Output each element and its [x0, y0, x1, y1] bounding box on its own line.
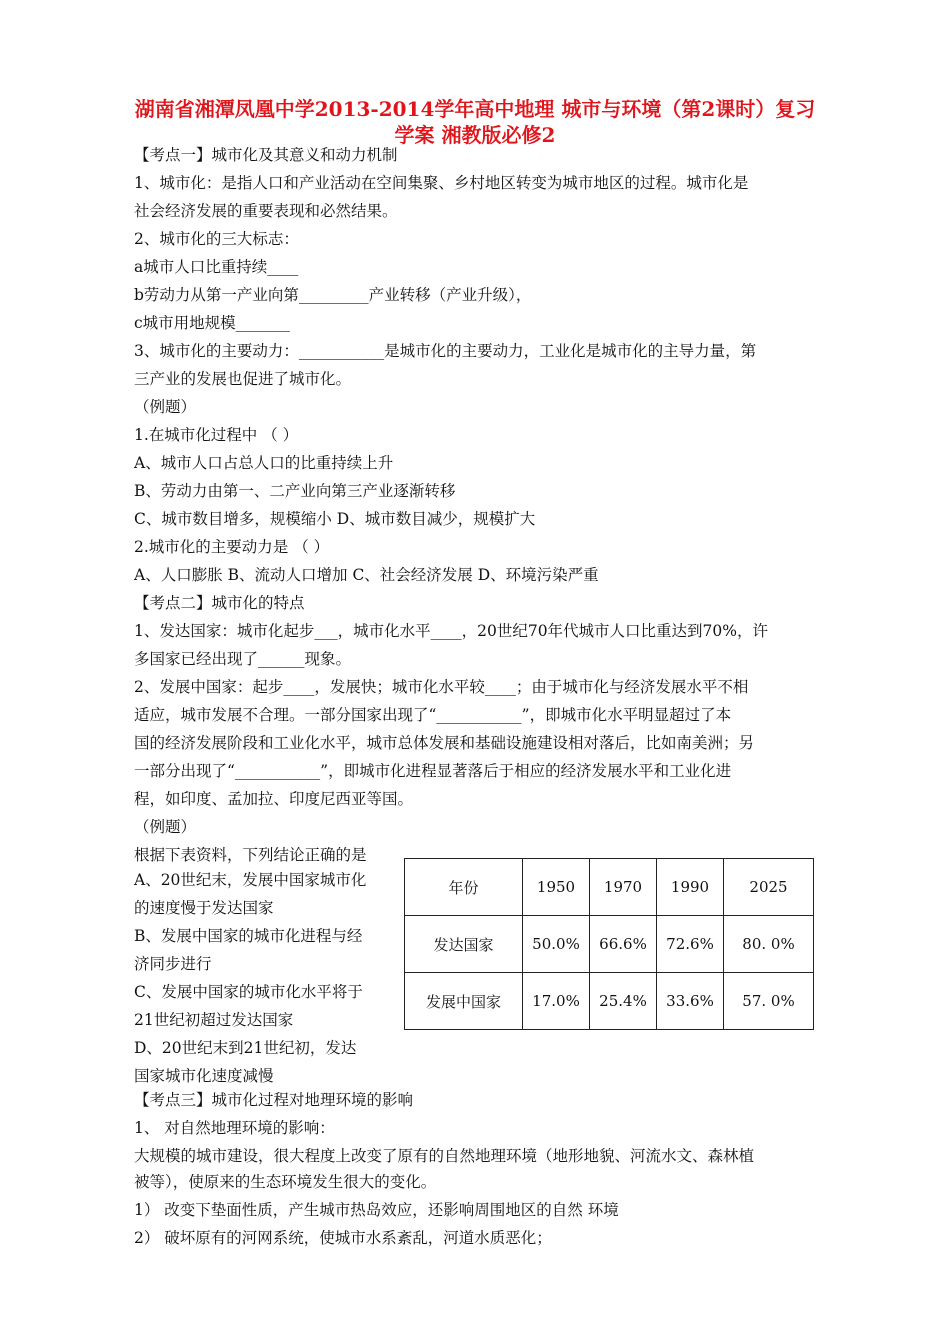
table-cell: 66.6% [590, 916, 657, 973]
section-heading-2: 【考点二】城市化的特点 [134, 594, 305, 612]
urbanization-table [404, 858, 814, 1030]
table-cell: 33.6% [657, 973, 724, 1030]
text-line: 1、城市化：是指人口和产业活动在空间集聚、乡村地区转变为城市地区的过程。城市化是 [134, 174, 749, 192]
text-line: 被等），使原来的生态环境发生很大的变化。 [134, 1173, 437, 1191]
option-line: C、发展中国家的城市化水平将于 [134, 983, 363, 1001]
text-line: 1、 对自然地理环境的影响： [134, 1119, 335, 1137]
option-line: A、20世纪末，发展中国家城市化 [134, 871, 367, 889]
text-line: 适应，城市发展不合理。一部分国家出现了“___________”，即城市化水平明显超过了本 [134, 706, 732, 724]
text-line: 1、发达国家：城市化起步___，城市化水平____，20世纪70年代城市人口比重达到70%，许 [134, 622, 769, 640]
option-line: C、城市数目增多，规模缩小 D、城市数目减少，规模扩大 [134, 510, 536, 528]
table-row [405, 916, 814, 973]
option-line: A、城市人口占总人口的比重持续上升 [134, 454, 394, 472]
example-label: （例题） [134, 818, 197, 836]
text-line: 2） 破坏原有的河网系统，使城市水系紊乱，河道水质恶化； [134, 1229, 552, 1247]
table-cell: 年份 [405, 859, 523, 916]
option-line: 21世纪初超过发达国家 [134, 1011, 294, 1029]
table-cell: 17.0% [523, 973, 590, 1030]
table-cell: 72.6% [657, 916, 724, 973]
text-line: 一部分出现了“___________”，即城市化进程显著落后于相应的经济发展水平和工业化进 [134, 762, 732, 780]
table-cell: 50.0% [523, 916, 590, 973]
section-heading-1: 【考点一】城市化及其意义和动力机制 [134, 146, 398, 164]
text-line: 社会经济发展的重要表现和必然结果。 [134, 202, 398, 220]
text-line: 3、城市化的主要动力：___________是城市化的主要动力，工业化是城市化的主导力量，第 [134, 342, 757, 360]
option-line: D、20世纪末到21世纪初，发达 [134, 1039, 357, 1057]
table-cell: 发展中国家 [405, 973, 523, 1030]
example-label: （例题） [134, 398, 197, 416]
table-cell: 1970 [590, 859, 657, 916]
option-line: B、劳动力由第一、二产业向第三产业逐渐转移 [134, 482, 456, 500]
text-line: 1） 改变下垫面性质，产生城市热岛效应，还影响周围地区的自然 环境 [134, 1201, 619, 1219]
option-line: A、人口膨胀 B、流动人口增加 C、社会经济发展 D、环境污染严重 [134, 566, 599, 584]
text-line: 三产业的发展也促进了城市化。 [134, 370, 352, 388]
table-cell: 1950 [523, 859, 590, 916]
table-row [405, 973, 814, 1030]
option-line: B、发展中国家的城市化进程与经 [134, 927, 363, 945]
table-cell: 1990 [657, 859, 724, 916]
table-cell: 80. 0% [724, 916, 814, 973]
question-1: 1.在城市化过程中 （ ） [134, 426, 299, 444]
text-line: 程，如印度、孟加拉、印度尼西亚等国。 [134, 790, 414, 808]
text-line: 2、发展中国家：起步____，发展快；城市化水平较____；由于城市化与经济发展水平不相 [134, 678, 749, 696]
text-line: 多国家已经出现了______现象。 [134, 650, 352, 668]
table-cell: 2025 [724, 859, 814, 916]
table-cell: 25.4% [590, 973, 657, 1030]
text-line: c城市用地规模_______ [134, 314, 290, 332]
text-line: 2、城市化的三大标志： [134, 230, 299, 248]
option-line: 的速度慢于发达国家 [134, 899, 274, 917]
options-block [134, 866, 392, 1090]
text-line: b劳动力从第一产业向第_________产业转移（产业升级）， [134, 286, 532, 304]
question-2: 2.城市化的主要动力是 （ ） [134, 538, 330, 556]
question-3: 根据下表资料，下列结论正确的是 [134, 846, 367, 864]
option-line: 国家城市化速度减慢 [134, 1067, 274, 1085]
text-line: 国的经济发展阶段和工业化水平，城市总体发展和基础设施建设相对落后，比如南美洲；另 [134, 734, 755, 752]
table-cell: 发达国家 [405, 916, 523, 973]
table-header-row [405, 859, 814, 916]
option-line: 济同步进行 [134, 955, 212, 973]
text-line: 大规模的城市建设，很大程度上改变了原有的自然地理环境（地形地貌、河流水文、森林植 [134, 1147, 755, 1165]
page-title: 湖南省湘潭凤凰中学2013-2014学年高中地理 城市与环境（第2课时）复习学案 湘教版必修2 [134, 97, 816, 147]
section-heading-3: 【考点三】城市化过程对地理环境的影响 [134, 1091, 414, 1109]
table-cell: 57. 0% [724, 973, 814, 1030]
text-line: a城市人口比重持续____ [134, 258, 299, 276]
